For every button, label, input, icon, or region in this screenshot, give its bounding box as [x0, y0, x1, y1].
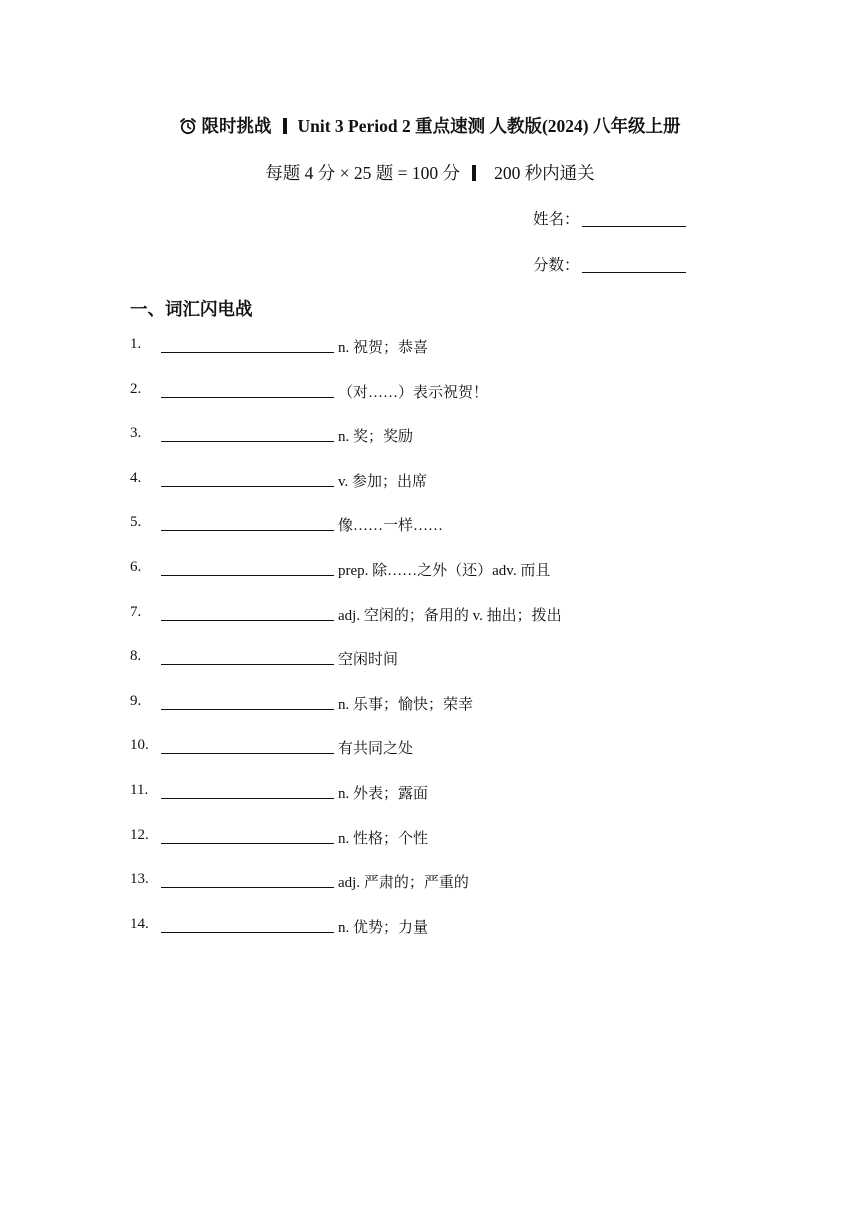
- score-field[interactable]: [533, 253, 686, 275]
- question-definition: prep. 除……之外（还）adv. 而且: [338, 563, 551, 579]
- question-definition: n. 乐事；愉快；荣幸: [338, 696, 474, 713]
- answer-blank[interactable]: [161, 693, 334, 710]
- answer-blank[interactable]: [161, 381, 334, 398]
- question-definition: n. 外表；露面: [338, 786, 429, 802]
- question-number: 9.: [130, 692, 142, 709]
- question-number: 7.: [130, 603, 142, 620]
- question-definition: adj. 空闲的；备用的 v. 抽出；拨出: [338, 607, 562, 624]
- question-definition: 像……一样……: [338, 518, 444, 535]
- worksheet-title: [0, 113, 860, 138]
- question-definition: v. 参加；出席: [338, 473, 428, 490]
- question-number: 12.: [130, 826, 149, 843]
- question-definition: n. 性格；个性: [338, 830, 429, 847]
- answer-blank[interactable]: [161, 916, 334, 933]
- answer-blank[interactable]: [161, 470, 334, 487]
- time-limit: 200 秒内通关: [494, 163, 595, 183]
- question-number: 6.: [130, 559, 142, 575]
- question-definition: 空闲时间: [338, 652, 399, 669]
- name-blank[interactable]: [582, 210, 686, 227]
- answer-blank[interactable]: [161, 871, 334, 888]
- question-definition: n. 奖；奖励: [338, 429, 414, 446]
- question-number: 11.: [130, 782, 149, 798]
- title-divider: [283, 118, 287, 134]
- question-definition: 有共同之处: [338, 741, 414, 758]
- question-number: 5.: [130, 514, 142, 531]
- question-definition: n. 优势；力量: [338, 919, 429, 936]
- answer-blank[interactable]: [161, 648, 334, 665]
- question-number: 1.: [130, 336, 142, 352]
- answer-blank[interactable]: [161, 336, 334, 353]
- score-blank[interactable]: [582, 256, 686, 273]
- answer-blank[interactable]: [161, 514, 334, 531]
- answer-blank[interactable]: [161, 827, 334, 844]
- answer-blank[interactable]: [161, 425, 334, 442]
- question-definition: n. 祝贺；恭喜: [338, 340, 429, 356]
- question-number: 13.: [130, 871, 149, 888]
- name-field[interactable]: [533, 207, 686, 229]
- worksheet-subtitle: [0, 160, 860, 185]
- score-label: 分数：: [533, 256, 580, 274]
- question-number: 2.: [130, 380, 142, 397]
- question-number: 14.: [130, 915, 149, 932]
- subtitle-divider: [472, 165, 476, 181]
- question-number: 3.: [130, 425, 142, 442]
- question-definition: （对……）表示祝贺！: [338, 384, 489, 401]
- question-number: 10.: [130, 737, 149, 754]
- question-number: 4.: [130, 469, 142, 486]
- section-title: 一、词汇闪电战: [130, 300, 253, 320]
- answer-blank[interactable]: [161, 559, 334, 576]
- title-unit-label: Unit 3 Period 2 重点速测 人教版(2024) 八年级上册: [297, 116, 681, 136]
- answer-blank[interactable]: [161, 604, 334, 621]
- question-definition: adj. 严肃的；严重的: [338, 875, 469, 892]
- answer-blank[interactable]: [161, 737, 334, 754]
- question-number: 8.: [130, 648, 142, 665]
- alarm-clock-icon: [179, 117, 197, 135]
- title-challenge-label: 限时挑战: [201, 116, 272, 136]
- answer-blank[interactable]: [161, 782, 334, 799]
- scoring-rule: 每题 4 分 × 25 题 = 100 分: [265, 163, 461, 183]
- name-label: 姓名：: [533, 210, 580, 228]
